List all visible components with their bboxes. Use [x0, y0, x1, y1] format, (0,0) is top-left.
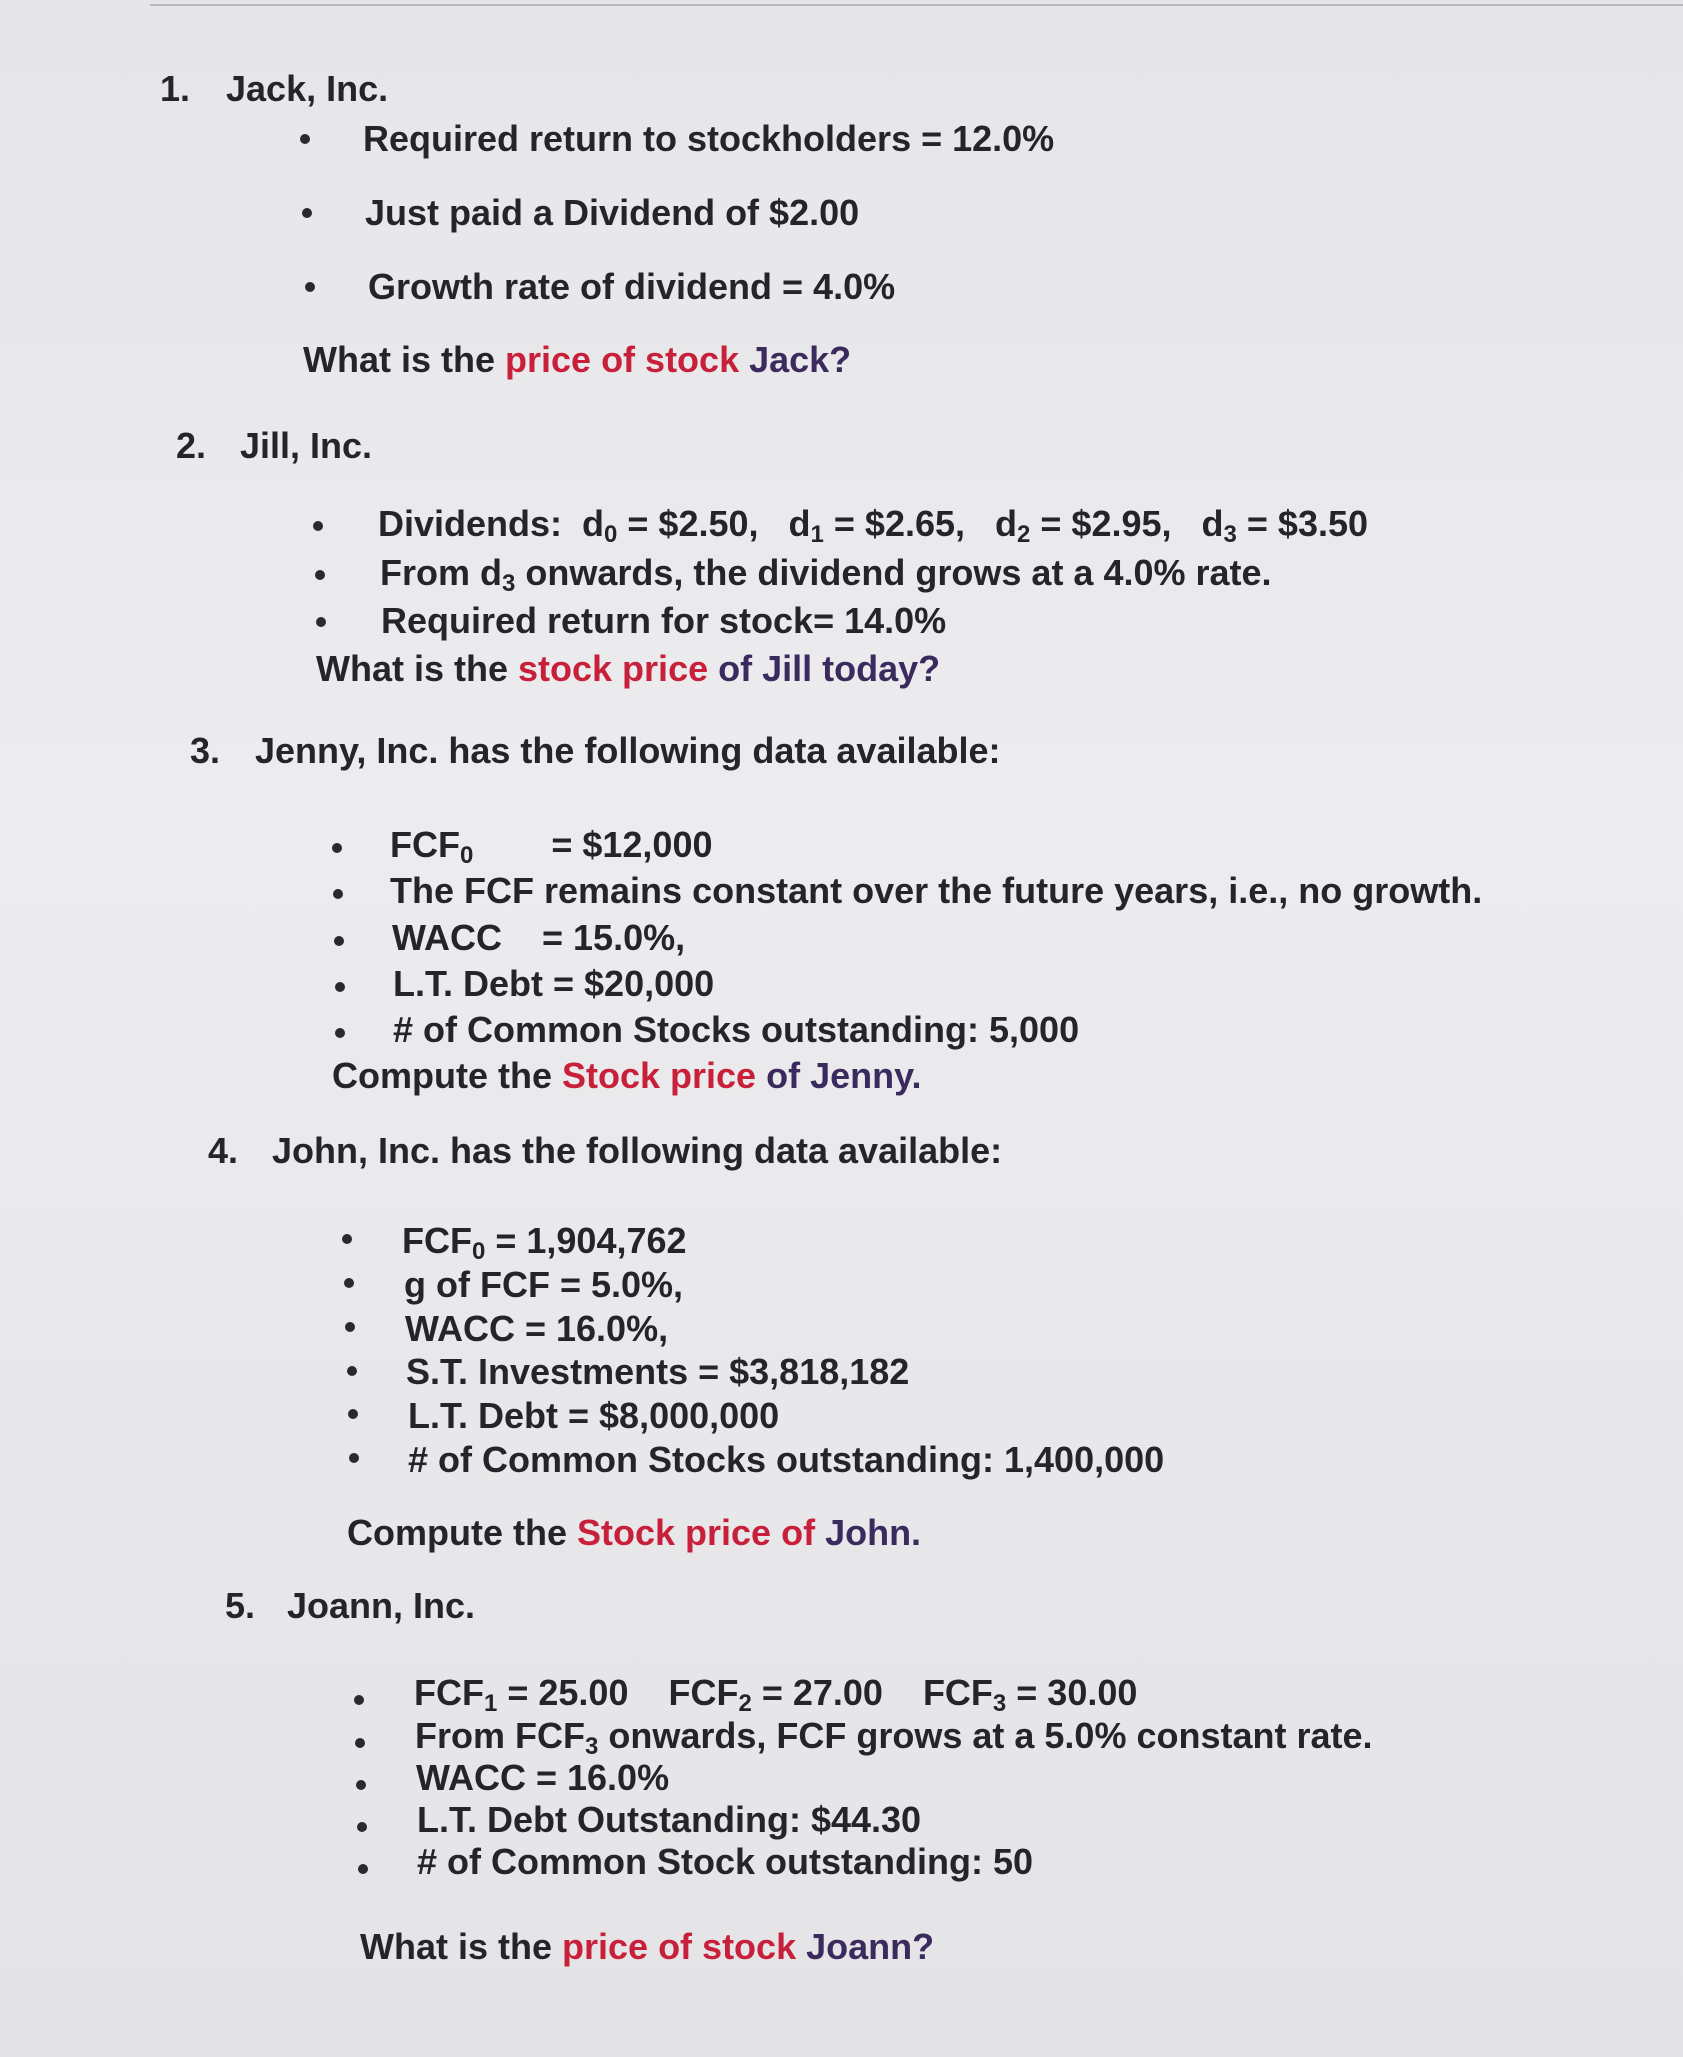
top-rule: [150, 4, 1683, 6]
q1-number: 1.: [160, 68, 191, 109]
q4-bullet: S.T. Investments = $3,818,182: [406, 1351, 910, 1392]
q5-bullet: # of Common Stock outstanding: 50: [417, 1841, 1034, 1882]
bullet: [305, 282, 315, 292]
bullet: [335, 982, 345, 992]
q5-bullet: WACC = 16.0%: [416, 1757, 670, 1798]
bullet: [354, 1695, 364, 1705]
bullet: [344, 1278, 354, 1288]
q4-bullet: WACC = 16.0%,: [405, 1308, 669, 1349]
q2-question: What is the stock price of Jill today?: [316, 648, 941, 689]
q3-question: Compute the Stock price of Jenny.: [332, 1055, 922, 1096]
q2-bullet: From $d_3$ onwards, the dividend grows at a 4.0% rate.: [380, 552, 1272, 597]
bullet: [334, 936, 344, 946]
q1-bullet: Growth rate of dividend = 4.0%: [368, 266, 896, 307]
bullet: [356, 1780, 366, 1790]
q3-bullet: # of Common Stocks outstanding: 5,000: [393, 1009, 1080, 1050]
q4-question: Compute the Stock price of John.: [347, 1512, 922, 1553]
q2-dividends: Dividends: $d_0$ = $2.50, $d_1$ = $2.65, $d_2$ = $2.95, $d_3$ = $3.50: [378, 503, 1369, 548]
q4-number: 4.: [208, 1130, 239, 1171]
q4-fcf: $FCF_0 = 1,904,762$: [402, 1220, 687, 1265]
bullet: [302, 208, 312, 218]
q4-bullet: L.T. Debt = $8,000,000: [408, 1395, 780, 1436]
bullet: [313, 521, 323, 531]
bullet: [315, 570, 325, 580]
q1-bullet: Required return to stockholders = 12.0%: [363, 118, 1055, 159]
q4-bullet: g of FCF = 5.0%,: [404, 1264, 684, 1305]
bullet: [333, 889, 343, 899]
bullet: [335, 1028, 345, 1038]
q2-number: 2.: [176, 425, 207, 466]
q5-question: What is the price of stock Joann?: [360, 1926, 935, 1967]
q2-title: Jill, Inc.: [240, 425, 373, 466]
q4-title: John, Inc. has the following data available:: [272, 1130, 1003, 1171]
q1-bullet: Just paid a Dividend of $2.00: [365, 192, 860, 233]
q3-number: 3.: [190, 730, 221, 771]
q3-title: Jenny, Inc. has the following data available:: [255, 730, 1001, 771]
bullet: [316, 617, 326, 627]
q3-bullet: WACC = 15.0%,: [392, 917, 686, 958]
q2-bullet: Required return for stock= 14.0%: [381, 600, 947, 641]
bullet: [332, 843, 342, 853]
q5-fcf-values: $FCF_1 = 25.00$ $FCF_2 = 27.00$ $FCF_3 = 30.00$: [414, 1672, 1138, 1717]
q3-fcf: $FCF_0$ = $12,000: [390, 824, 713, 869]
q1-title: Jack, Inc.: [226, 68, 389, 109]
bullet: [358, 1864, 368, 1874]
q5-number: 5.: [225, 1585, 256, 1626]
bullet: [300, 134, 310, 144]
q5-bullet: L.T. Debt Outstanding: $44.30: [417, 1799, 922, 1840]
q5-title: Joann, Inc.: [287, 1585, 476, 1626]
bullet: [342, 1234, 352, 1244]
bullet: [345, 1322, 355, 1332]
bullet: [349, 1453, 359, 1463]
bullet: [348, 1409, 358, 1419]
q3-bullet: L.T. Debt = $20,000: [393, 963, 715, 1004]
bullet: [355, 1738, 365, 1748]
q5-bullet: From $FCF_3$ onwards, FCF grows at a 5.0% constant rate.: [415, 1715, 1373, 1760]
q3-bullet: The FCF remains constant over the future years, i.e., no growth.: [390, 870, 1483, 911]
q4-bullet: # of Common Stocks outstanding: 1,400,000: [408, 1439, 1165, 1480]
bullet: [347, 1366, 357, 1376]
bullet: [357, 1822, 367, 1832]
q1-question: What is the price of stock Jack?: [303, 339, 852, 380]
